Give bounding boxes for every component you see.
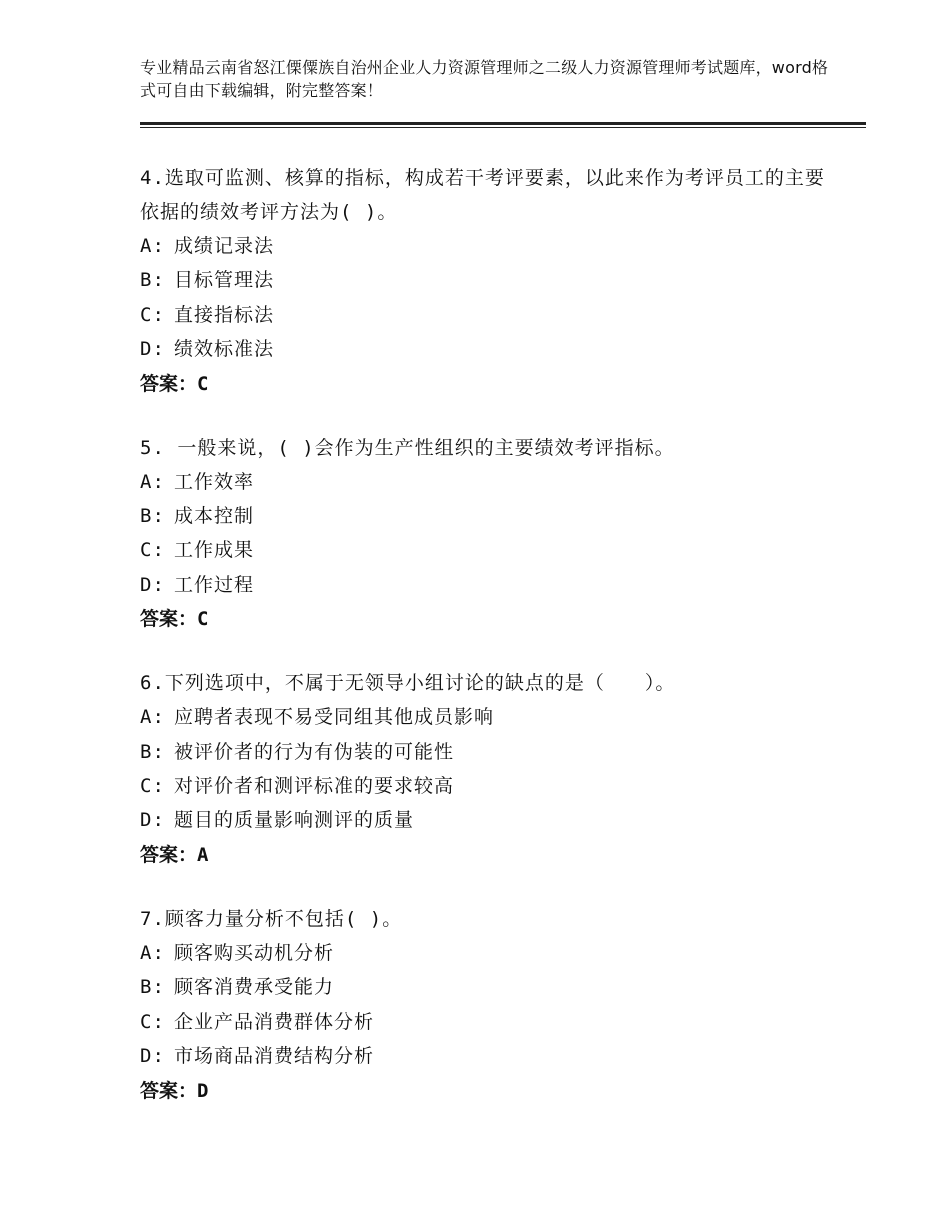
option-text: 题目的质量影响测评的质量 <box>174 809 415 832</box>
option-letter: B: <box>140 976 165 999</box>
header-rule-thin <box>140 127 866 128</box>
option-d <box>140 1039 840 1073</box>
header-rule-thick <box>140 122 866 125</box>
option-letter: B: <box>140 269 165 292</box>
option-c <box>140 1005 840 1039</box>
option-letter: A: <box>140 706 165 729</box>
option-d <box>140 568 840 602</box>
answer-label: 答案： <box>140 843 198 866</box>
answer-value: A <box>197 843 209 866</box>
question-6 <box>140 666 840 872</box>
option-letter: C: <box>140 775 165 798</box>
answer-line <box>140 602 840 636</box>
question-stem: 7.顾客力量分析不包括( )。 <box>140 907 403 930</box>
option-letter: A: <box>140 235 165 257</box>
option-a <box>140 936 840 970</box>
answer-value: C <box>197 372 209 395</box>
question-7 <box>140 902 840 1108</box>
option-a <box>140 700 840 734</box>
option-text: 工作成果 <box>174 539 255 562</box>
option-letter: C: <box>140 539 165 562</box>
option-text: 应聘者表现不易受同组其他成员影响 <box>174 706 495 729</box>
option-d <box>140 332 840 366</box>
answer-label: 答案： <box>140 1079 198 1102</box>
question-4 <box>140 161 840 401</box>
option-text: 对评价者和测评标准的要求较高 <box>174 775 455 798</box>
option-text: 被评价者的行为有伪装的可能性 <box>174 740 455 763</box>
option-text: 顾客购买动机分析 <box>174 941 335 964</box>
option-letter: D: <box>140 338 165 361</box>
option-text: 顾客消费承受能力 <box>174 976 335 999</box>
option-text: 工作过程 <box>174 573 255 596</box>
option-text: 工作效率 <box>174 470 255 493</box>
option-letter: D: <box>140 573 165 596</box>
answer-line <box>140 1074 840 1108</box>
option-c <box>140 298 840 332</box>
option-letter: B: <box>140 740 165 763</box>
document-header: 专业精品云南省怒江傈僳族自治州企业人力资源管理师之二级人力资源管理师考试题库，word格式可自由下载编辑，附完整答案！ <box>140 58 829 100</box>
answer-line <box>140 838 840 872</box>
answer-label: 答案： <box>140 608 198 631</box>
option-text: 企业产品消费群体分析 <box>174 1010 375 1033</box>
option-text: 直接指标法 <box>174 303 275 326</box>
answer-value: D <box>197 1079 209 1102</box>
option-a <box>140 465 840 499</box>
option-d <box>140 803 840 837</box>
option-c <box>140 769 840 803</box>
option-letter: D: <box>140 809 165 832</box>
option-letter: D: <box>140 1045 165 1068</box>
option-letter: B: <box>140 505 165 528</box>
option-b <box>140 735 840 769</box>
option-letter: A: <box>140 470 165 493</box>
question-5 <box>140 431 840 637</box>
answer-line <box>140 367 840 401</box>
question-stem: 5. 一般来说，( )会作为生产性组织的主要绩效考评指标。 <box>140 436 675 459</box>
option-text: 市场商品消费结构分析 <box>174 1045 375 1068</box>
option-letter: C: <box>140 303 165 326</box>
answer-value: C <box>197 608 209 631</box>
option-text: 目标管理法 <box>174 269 275 292</box>
option-a <box>140 229 840 263</box>
question-stem: 4.选取可监测、核算的指标，构成若干考评要素，以此来作为考评员工的主要依据的绩效考评方法为( )。 <box>140 167 825 223</box>
option-text: 成绩记录法 <box>174 235 275 257</box>
option-c <box>140 533 840 567</box>
question-list <box>140 161 840 1138</box>
option-b <box>140 970 840 1004</box>
option-text: 成本控制 <box>174 505 255 528</box>
option-text: 绩效标准法 <box>174 338 275 361</box>
option-b <box>140 263 840 297</box>
option-b <box>140 499 840 533</box>
option-letter: A: <box>140 941 165 964</box>
answer-label: 答案： <box>140 372 198 395</box>
question-stem: 6.下列选项中，不属于无领导小组讨论的缺点的是（ ）。 <box>140 672 676 695</box>
option-letter: C: <box>140 1010 165 1033</box>
